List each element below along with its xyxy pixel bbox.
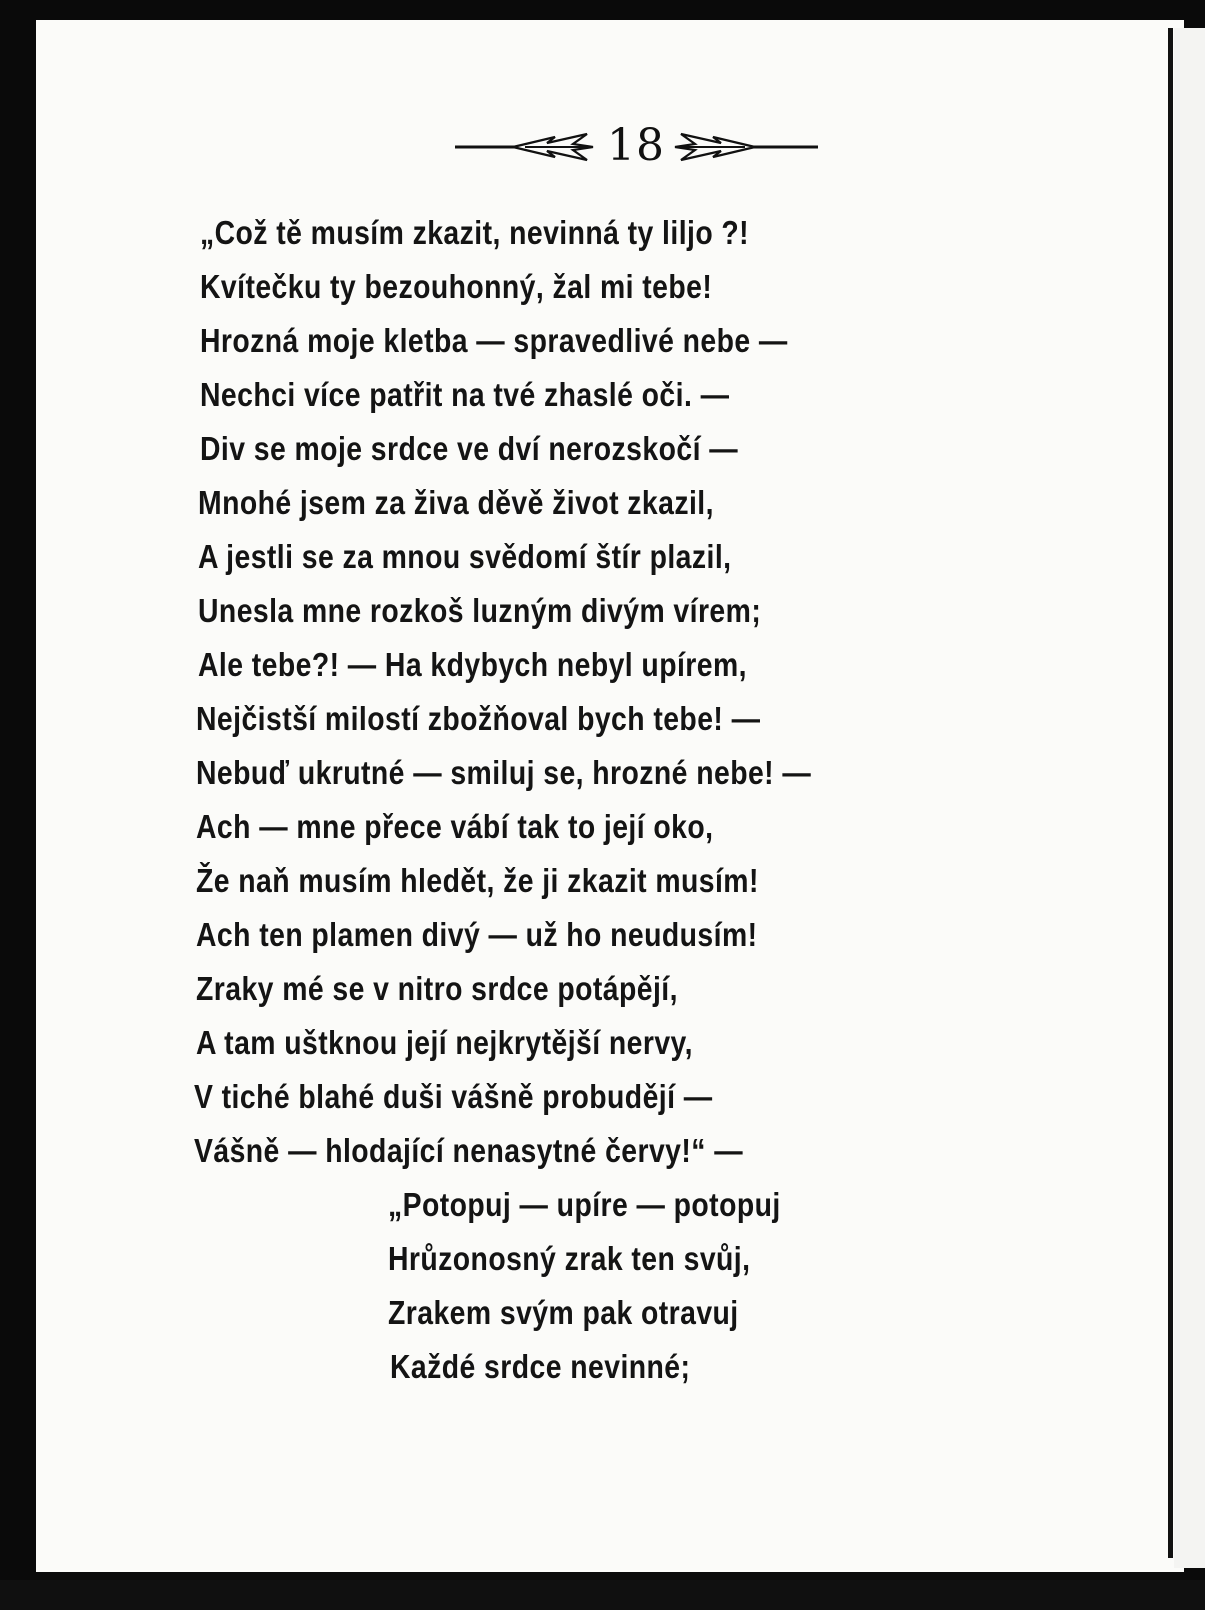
poem-line: Kvítečku ty bezouhonný, žal mi tebe! <box>200 268 713 305</box>
poem-line: Ale tebe?! — Ha kdybych nebyl upírem, <box>198 646 747 683</box>
poem-line: Hrozná moje kletba — spravedlivé nebe — <box>200 322 788 359</box>
poem-line-indented: „Potopuj — upíre — potopuj <box>388 1186 781 1223</box>
poem-line: Nejčistší milostí zbožňoval bych tebe! — <box>196 700 761 737</box>
poem-line: Unesla mne rozkoš luzným divým vírem; <box>198 592 762 629</box>
poem-line-indented: Každé srdce nevinné; <box>390 1348 691 1385</box>
poem-line-indented: Hrůzonosný zrak ten svůj, <box>388 1240 751 1277</box>
poem-line: Ach ten plamen divý — už ho neudusím! <box>196 916 758 953</box>
poem-line: Div se moje srdce ve dví nerozskočí — <box>200 430 739 467</box>
poem-line: Nechci více patřit na tvé zhaslé oči. — <box>200 376 730 413</box>
poem-line: A tam uštknou její nejkrytější nervy, <box>196 1024 693 1061</box>
poem-line: V tiché blahé duši vášně probudějí — <box>194 1078 713 1115</box>
poem-line: Ach — mne přece vábí tak to její oko, <box>196 808 714 845</box>
poem-line: Nebuď ukrutné — smiluj se, hrozné nebe! — <box>196 754 812 791</box>
poem-line-indented: Zrakem svým pak otravuj <box>388 1294 739 1331</box>
page-number: 18 <box>607 120 665 171</box>
poem-line: A jestli se za mnou svědomí štír plazil, <box>198 538 732 575</box>
poem-line: Vášně — hlodající nenasytné červy!“ — <box>194 1132 744 1169</box>
poem-line: Mnohé jsem za živa děvě život zkazil, <box>198 484 714 521</box>
poem-line: Zraky mé se v nitro srdce potápějí, <box>196 970 678 1007</box>
poem-line: Že naň musím hledět, že ji zkazit musím! <box>196 862 759 899</box>
poem-line: „Což tě musím zkazit, nevinná ty liljo ?! <box>200 214 750 251</box>
